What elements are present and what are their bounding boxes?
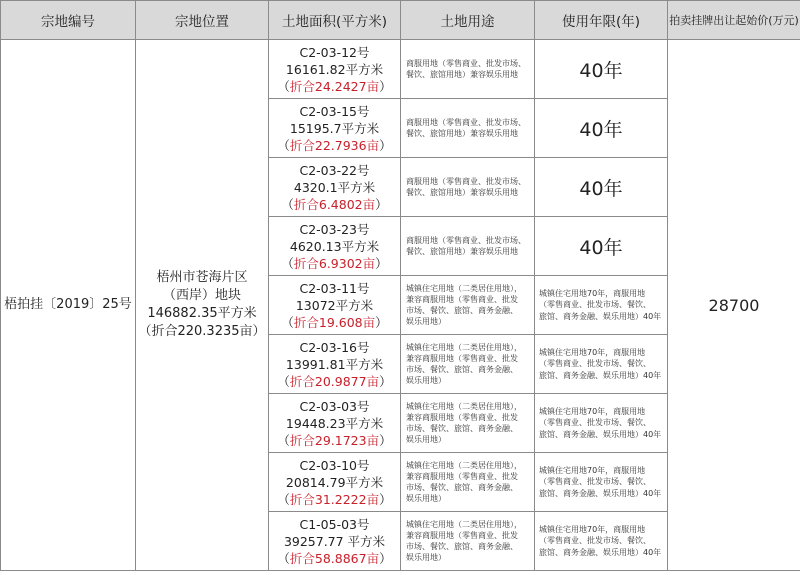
parcel-term-cell: 40年	[535, 99, 668, 158]
parcel-term-cell: 城镇住宅用地70年，商服用地 （零售商业、批发市场、餐饮、 旅馆、商务金融、娱乐用地）40年	[535, 394, 668, 453]
parcel-use-cell: 城镇住宅用地（二类居住用地）， 兼容商服用地（零售商业、批发 市场、餐饮、旅馆、商务金融、 娱乐用地）	[401, 453, 535, 512]
parcel-id: C2-03-23号	[299, 221, 370, 237]
parcel-mu-value: 折合29.1723亩	[289, 432, 380, 448]
parcel-area-cell	[269, 512, 401, 571]
parcel-term-cell: 城镇住宅用地70年，商服用地 （零售商业、批发市场、餐饮、 旅馆、商务金融、娱乐用地）40年	[535, 335, 668, 394]
parcel-area: 19448.23平方米	[285, 415, 384, 431]
parcel-area-cell	[269, 217, 401, 276]
parcel-area-cell	[269, 335, 401, 394]
parcel-mu: （折合29.1723亩）	[277, 432, 392, 448]
parcel-use-cell: 商服用地（零售商业、批发市场、餐饮、旅馆用地）兼容娱乐用地	[401, 99, 535, 158]
parcel-mu: （折合20.9877亩）	[277, 373, 392, 389]
table-body	[1, 40, 800, 571]
parcel-id: C2-03-12号	[299, 44, 370, 60]
parcel-use-cell: 商服用地（零售商业、批发市场、餐饮、旅馆用地）兼容娱乐用地	[401, 40, 535, 99]
parcel-mu: （折合24.2427亩）	[277, 78, 392, 94]
parcel-use-cell: 商服用地（零售商业、批发市场、餐饮、旅馆用地）兼容娱乐用地	[401, 217, 535, 276]
parcel-mu-value: 折合31.2222亩	[289, 491, 380, 507]
parcel-id: C1-05-03号	[299, 516, 370, 532]
header-lot-code: 宗地编号	[1, 1, 136, 40]
parcel-mu-value: 折合6.9302亩	[293, 255, 376, 271]
parcel-mu-value: 折合24.2427亩	[289, 78, 380, 94]
parcel-area: 20814.79平方米	[285, 474, 384, 490]
location-line: （西岸）地块	[162, 288, 241, 303]
table-row	[1, 40, 800, 99]
parcel-id: C2-03-15号	[299, 103, 370, 119]
parcel-use-cell: 城镇住宅用地（二类居住用地）， 兼容商服用地（零售商业、批发 市场、餐饮、旅馆、商务金融、 娱乐用地）	[401, 394, 535, 453]
parcel-area-cell	[269, 158, 401, 217]
parcel-term-cell: 40年	[535, 158, 668, 217]
parcel-mu-value: 折合20.9877亩	[289, 373, 380, 389]
parcel-use-cell: 商服用地（零售商业、批发市场、餐饮、旅馆用地）兼容娱乐用地	[401, 158, 535, 217]
header-term: 使用年限(年)	[535, 1, 668, 40]
parcel-term-cell: 城镇住宅用地70年，商服用地 （零售商业、批发市场、餐饮、 旅馆、商务金融、娱乐用地）40年	[535, 276, 668, 335]
parcel-use-cell: 城镇住宅用地（二类居住用地）， 兼容商服用地（零售商业、批发 市场、餐饮、旅馆、商务金融、 娱乐用地）	[401, 512, 535, 571]
parcel-mu-value: 折合22.7936亩	[289, 137, 380, 153]
parcel-term-cell: 城镇住宅用地70年，商服用地 （零售商业、批发市场、餐饮、 旅馆、商务金融、娱乐用地）40年	[535, 453, 668, 512]
parcel-use-cell: 城镇住宅用地（二类居住用地）， 兼容商服用地（零售商业、批发 市场、餐饮、旅馆、商务金融、 娱乐用地）	[401, 335, 535, 394]
parcel-area: 4320.1平方米	[293, 179, 376, 195]
location-line: （折合220.3235亩）	[138, 324, 266, 339]
parcel-id: C2-03-03号	[299, 398, 370, 414]
parcel-mu-value: 折合6.4802亩	[293, 196, 376, 212]
lot-code-cell: 梧拍挂〔2019〕25号	[1, 40, 136, 571]
parcel-mu: （折合22.7936亩）	[277, 137, 392, 153]
parcel-area: 13991.81平方米	[285, 356, 384, 372]
parcel-mu: （折合58.8867亩）	[277, 550, 392, 566]
location-line: 梧州市苍海片区	[156, 270, 248, 285]
start-price-cell: 28700	[668, 40, 800, 571]
parcel-id: C2-03-22号	[299, 162, 370, 178]
header-row	[1, 1, 800, 40]
parcel-id: C2-03-16号	[299, 339, 370, 355]
header-start-price: 拍卖挂牌出让起始价(万元)	[668, 1, 800, 40]
parcel-area-cell	[269, 40, 401, 99]
parcel-mu: （折合19.608亩）	[281, 314, 388, 330]
location-line: 146882.35平方米	[147, 306, 257, 321]
parcel-area: 13072平方米	[295, 297, 374, 313]
parcel-term-cell: 40年	[535, 40, 668, 99]
header-area: 土地面积(平方米)	[269, 1, 401, 40]
parcel-area: 16161.82平方米	[285, 61, 384, 77]
parcel-mu: （折合6.9302亩）	[281, 255, 388, 271]
location-cell	[136, 40, 269, 571]
parcel-area-cell	[269, 99, 401, 158]
parcel-mu: （折合6.4802亩）	[281, 196, 388, 212]
parcel-use-cell: 城镇住宅用地（二类居住用地）， 兼容商服用地（零售商业、批发 市场、餐饮、旅馆、商务金融、 娱乐用地）	[401, 276, 535, 335]
parcel-area-cell	[269, 394, 401, 453]
parcel-term-cell: 40年	[535, 217, 668, 276]
parcel-area-cell	[269, 453, 401, 512]
header-use: 土地用途	[401, 1, 535, 40]
parcel-id: C2-03-11号	[299, 280, 370, 296]
parcel-mu-value: 折合58.8867亩	[289, 550, 380, 566]
parcel-area: 39257.77 平方米	[283, 533, 386, 549]
parcel-area: 4620.13平方米	[289, 238, 380, 254]
parcel-id: C2-03-10号	[299, 457, 370, 473]
parcel-term-cell: 城镇住宅用地70年，商服用地 （零售商业、批发市场、餐饮、 旅馆、商务金融、娱乐用地）40年	[535, 512, 668, 571]
parcel-area: 15195.7平方米	[289, 120, 380, 136]
parcel-area-cell	[269, 276, 401, 335]
parcel-mu: （折合31.2222亩）	[277, 491, 392, 507]
header-location: 宗地位置	[136, 1, 269, 40]
parcel-mu-value: 折合19.608亩	[293, 314, 376, 330]
